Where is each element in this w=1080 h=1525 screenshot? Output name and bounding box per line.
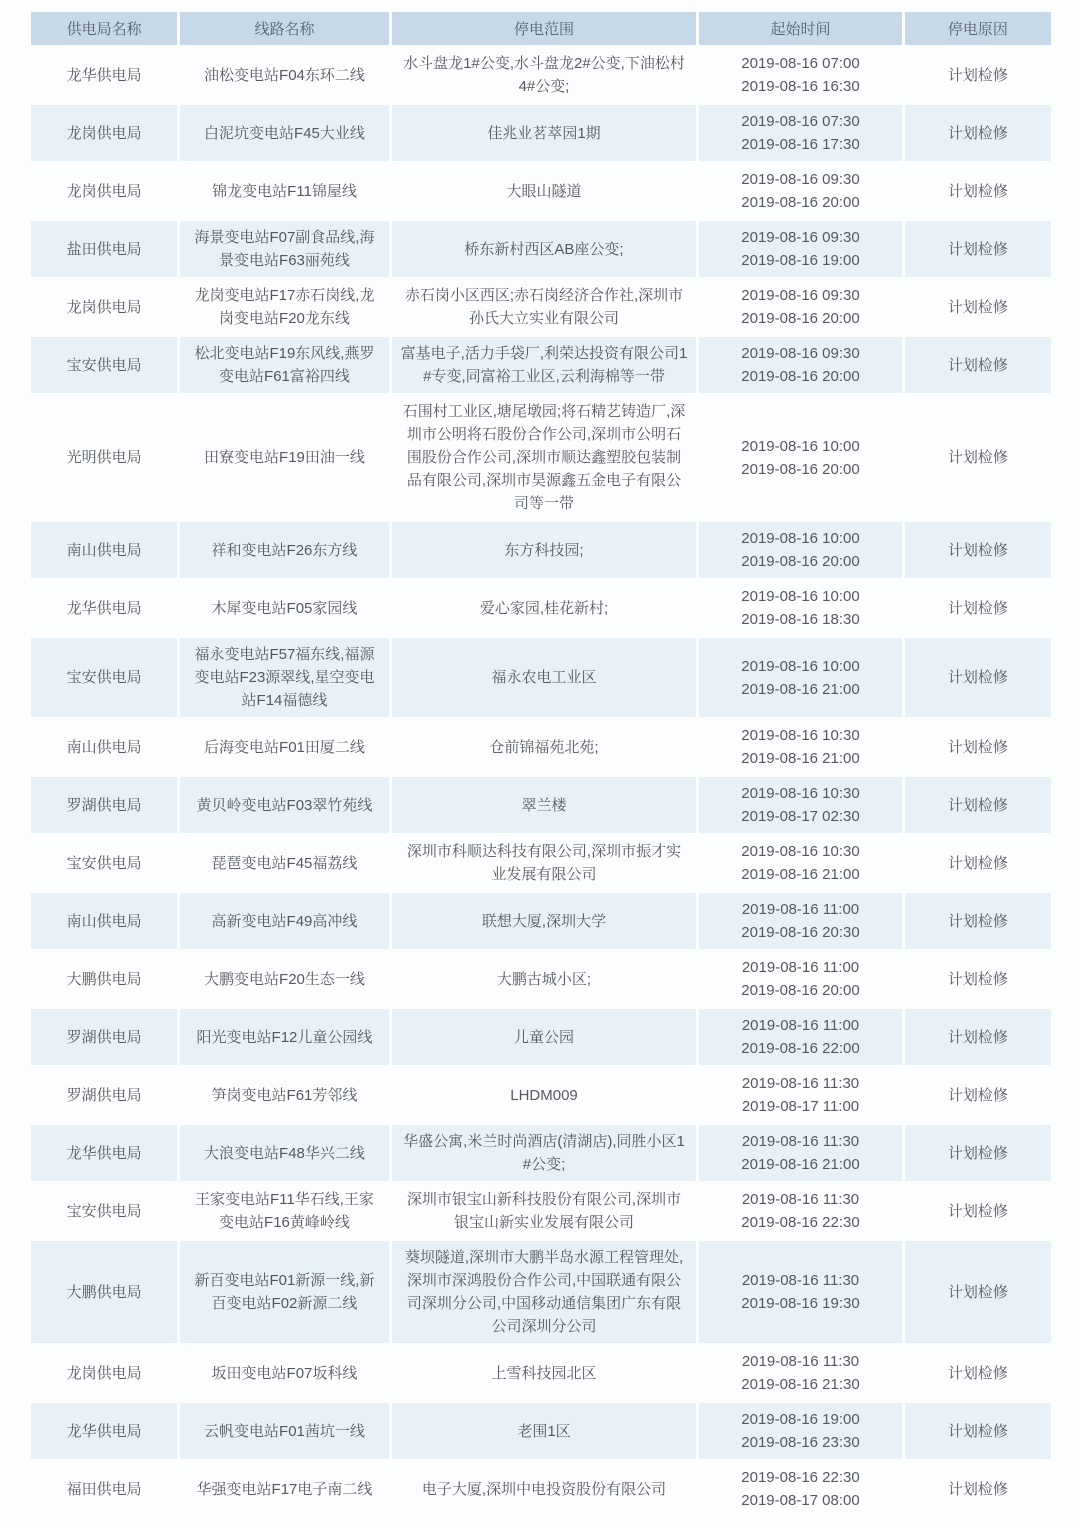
cell-scope: 大鹏古城小区; [392, 951, 696, 1007]
table-row [31, 1345, 1051, 1401]
table-row [31, 47, 1051, 103]
cell-line: 黄贝岭变电站F03翠竹苑线 [180, 777, 389, 833]
cell-bureau: 罗湖供电局 [31, 777, 177, 833]
cell-scope: 佳兆业茗萃园1期 [392, 105, 696, 161]
table-row [31, 522, 1051, 578]
cell-scope: 东方科技园; [392, 522, 696, 578]
table-row [31, 835, 1051, 891]
cell-reason: 计划检修 [905, 719, 1051, 775]
cell-reason: 计划检修 [905, 221, 1051, 277]
end-time: 2019-08-16 17:30 [741, 136, 860, 153]
cell-scope: 赤石岗小区西区;赤石岗经济合作社,深圳市孙氏大立实业有限公司 [392, 279, 696, 335]
header-cell-reason: 停电原因 [905, 12, 1051, 45]
cell-reason: 计划检修 [905, 522, 1051, 578]
cell-line: 松北变电站F19东风线,燕罗变电站F61富裕四线 [180, 337, 389, 393]
cell-line: 龙岗变电站F17赤石岗线,龙岗变电站F20龙东线 [180, 279, 389, 335]
cell-bureau: 南山供电局 [31, 522, 177, 578]
cell-reason: 计划检修 [905, 1125, 1051, 1181]
end-time: 2019-08-16 20:00 [741, 194, 860, 211]
cell-line: 高新变电站F49高冲线 [180, 893, 389, 949]
cell-line: 坂田变电站F07坂科线 [180, 1345, 389, 1401]
cell-start-time [699, 337, 902, 393]
cell-line: 木犀变电站F05家园线 [180, 580, 389, 636]
cell-line: 阳光变电站F12儿童公园线 [180, 1009, 389, 1065]
cell-scope: 翠兰楼 [392, 777, 696, 833]
end-time: 2019-08-16 20:00 [741, 982, 860, 999]
cell-line: 锦龙变电站F11锦屋线 [180, 163, 389, 219]
cell-scope: 葵坝隧道,深圳市大鹏半岛水源工程管理处,深圳市深鸿股份合作公司,中国联通有限公司深圳分公司,中国移动通信集团广东有限公司深圳分公司 [392, 1241, 696, 1343]
cell-reason: 计划检修 [905, 777, 1051, 833]
cell-bureau: 大鹏供电局 [31, 1241, 177, 1343]
cell-scope: 仓前锦福苑北苑; [392, 719, 696, 775]
header-cell-line: 线路名称 [180, 12, 389, 45]
cell-bureau: 龙岗供电局 [31, 105, 177, 161]
start-time: 2019-08-16 10:30 [741, 727, 860, 744]
table-row [31, 719, 1051, 775]
end-time: 2019-08-16 20:30 [741, 924, 860, 941]
end-time: 2019-08-16 22:30 [741, 1214, 860, 1231]
table-row [31, 638, 1051, 717]
start-time: 2019-08-16 09:30 [741, 171, 860, 188]
cell-scope: 石围村工业区,塘尾墩园;将石精艺铸造厂,深圳市公明将石股份合作公司,深圳市公明石围股份合作公司,深圳市顺达鑫塑胶包装制品有限公司,深圳市昊源鑫五金电子有限公司等一带 [392, 395, 696, 520]
cell-reason: 计划检修 [905, 835, 1051, 891]
cell-reason: 计划检修 [905, 638, 1051, 717]
start-time: 2019-08-16 19:00 [741, 1411, 860, 1428]
cell-line: 大鹏变电站F20生态一线 [180, 951, 389, 1007]
cell-bureau: 龙岗供电局 [31, 1345, 177, 1401]
cell-reason: 计划检修 [905, 279, 1051, 335]
cell-reason: 计划检修 [905, 1067, 1051, 1123]
cell-start-time [699, 279, 902, 335]
cell-start-time [699, 1403, 902, 1459]
end-time: 2019-08-16 21:00 [741, 680, 860, 698]
cell-scope: 福永农电工业区 [392, 638, 696, 717]
start-time: 2019-08-16 09:30 [741, 229, 860, 246]
cell-start-time [699, 719, 902, 775]
cell-line: 福永变电站F57福东线,福源变电站F23源翠线,星空变电站F14福德线 [180, 638, 389, 717]
cell-reason: 计划检修 [905, 1403, 1051, 1459]
end-time: 2019-08-16 20:00 [741, 310, 860, 327]
start-time: 2019-08-16 11:00 [741, 959, 860, 976]
start-time: 2019-08-16 11:30 [741, 1075, 860, 1092]
table-row [31, 105, 1051, 161]
cell-bureau: 宝安供电局 [31, 835, 177, 891]
cell-line: 琵琶变电站F45福荔线 [180, 835, 389, 891]
start-time: 2019-08-16 07:00 [741, 55, 860, 72]
end-time: 2019-08-16 19:00 [741, 252, 860, 269]
cell-line: 笋岗变电站F61芳邻线 [180, 1067, 389, 1123]
cell-bureau: 宝安供电局 [31, 1183, 177, 1239]
cell-bureau: 龙华供电局 [31, 1403, 177, 1459]
end-time: 2019-08-16 20:00 [741, 553, 860, 570]
cell-bureau: 龙岗供电局 [31, 279, 177, 335]
table-row [31, 1241, 1051, 1343]
cell-bureau: 罗湖供电局 [31, 1009, 177, 1065]
cell-scope: 联想大厦,深圳大学 [392, 893, 696, 949]
cell-scope: 水斗盘龙1#公变,水斗盘龙2#公变,下油松村4#公变; [392, 47, 696, 103]
cell-start-time [699, 522, 902, 578]
cell-start-time [699, 1461, 902, 1517]
cell-bureau: 龙华供电局 [31, 1125, 177, 1181]
start-time: 2019-08-16 11:30 [741, 1353, 860, 1370]
table-row [31, 893, 1051, 949]
cell-reason: 计划检修 [905, 580, 1051, 636]
start-time: 2019-08-16 09:30 [741, 287, 860, 304]
header-cell-bureau: 供电局名称 [31, 12, 177, 45]
end-time: 2019-08-17 08:00 [741, 1492, 860, 1509]
cell-start-time [699, 47, 902, 103]
end-time: 2019-08-16 20:00 [741, 460, 860, 478]
cell-scope: 深圳市银宝山新科技股份有限公司,深圳市银宝山新实业发展有限公司 [392, 1183, 696, 1239]
cell-start-time [699, 163, 902, 219]
table-row [31, 279, 1051, 335]
start-time: 2019-08-16 10:00 [741, 437, 860, 455]
cell-bureau: 南山供电局 [31, 893, 177, 949]
cell-line: 田寮变电站F19田油一线 [180, 395, 389, 520]
table-row [31, 1067, 1051, 1123]
cell-start-time [699, 580, 902, 636]
start-time: 2019-08-16 11:00 [741, 901, 860, 918]
cell-bureau: 福田供电局 [31, 1461, 177, 1517]
cell-reason: 计划检修 [905, 1345, 1051, 1401]
table-header-row [31, 12, 1051, 45]
end-time: 2019-08-16 21:00 [741, 1156, 860, 1173]
table-row [31, 1183, 1051, 1239]
start-time: 2019-08-16 10:00 [741, 588, 860, 605]
cell-scope: 华盛公寓,米兰时尚酒店(清湖店),同胜小区1#公变; [392, 1125, 696, 1181]
cell-start-time [699, 951, 902, 1007]
table-row [31, 1461, 1051, 1517]
cell-bureau: 宝安供电局 [31, 638, 177, 717]
cell-scope: 爱心家园,桂花新村; [392, 580, 696, 636]
end-time: 2019-08-16 21:30 [741, 1376, 860, 1393]
cell-start-time [699, 395, 902, 520]
cell-scope: 上雪科技园北区 [392, 1345, 696, 1401]
cell-scope: 桥东新村西区AB座公变; [392, 221, 696, 277]
end-time: 2019-08-16 21:00 [741, 750, 860, 767]
table-row [31, 337, 1051, 393]
start-time: 2019-08-16 07:30 [741, 113, 860, 130]
cell-scope: 深圳市科顺达科技有限公司,深圳市振才实业发展有限公司 [392, 835, 696, 891]
start-time: 2019-08-16 11:00 [741, 1017, 860, 1034]
cell-line: 油松变电站F04东环二线 [180, 47, 389, 103]
cell-start-time [699, 893, 902, 949]
cell-start-time [699, 221, 902, 277]
cell-bureau: 罗湖供电局 [31, 1067, 177, 1123]
cell-start-time [699, 638, 902, 717]
cell-start-time [699, 1241, 902, 1343]
cell-reason: 计划检修 [905, 1461, 1051, 1517]
cell-line: 祥和变电站F26东方线 [180, 522, 389, 578]
cell-start-time [699, 835, 902, 891]
cell-line: 后海变电站F01田厦二线 [180, 719, 389, 775]
table-row [31, 580, 1051, 636]
cell-start-time [699, 1183, 902, 1239]
end-time: 2019-08-17 11:00 [741, 1098, 860, 1115]
end-time: 2019-08-16 22:00 [741, 1040, 860, 1057]
cell-scope: 富基电子,活力手袋厂,利荣达投资有限公司1#专变,同富裕工业区,云利海棉等一带 [392, 337, 696, 393]
cell-scope: LHDM009 [392, 1067, 696, 1123]
cell-bureau: 宝安供电局 [31, 337, 177, 393]
cell-line: 云帆变电站F01茜坑一线 [180, 1403, 389, 1459]
cell-start-time [699, 1345, 902, 1401]
table-row [31, 1125, 1051, 1181]
end-time: 2019-08-16 18:30 [741, 611, 860, 628]
table-row [31, 1009, 1051, 1065]
cell-line: 海景变电站F07副食品线,海景变电站F63丽苑线 [180, 221, 389, 277]
cell-reason: 计划检修 [905, 395, 1051, 520]
cell-line: 白泥坑变电站F45大业线 [180, 105, 389, 161]
end-time: 2019-08-16 21:00 [741, 866, 860, 883]
cell-bureau: 龙岗供电局 [31, 163, 177, 219]
cell-start-time [699, 777, 902, 833]
table-row [31, 163, 1051, 219]
table-row [31, 395, 1051, 520]
table-row [31, 221, 1051, 277]
start-time: 2019-08-16 10:00 [741, 657, 860, 675]
cell-start-time [699, 105, 902, 161]
cell-line: 大浪变电站F48华兴二线 [180, 1125, 389, 1181]
start-time: 2019-08-16 22:30 [741, 1469, 860, 1486]
header-cell-start-time: 起始时间 [699, 12, 902, 45]
start-time: 2019-08-16 11:30 [741, 1133, 860, 1150]
cell-bureau: 大鹏供电局 [31, 951, 177, 1007]
cell-reason: 计划检修 [905, 105, 1051, 161]
cell-bureau: 南山供电局 [31, 719, 177, 775]
outage-table [28, 10, 1054, 1519]
cell-reason: 计划检修 [905, 1241, 1051, 1343]
cell-reason: 计划检修 [905, 47, 1051, 103]
end-time: 2019-08-16 20:00 [741, 368, 860, 385]
cell-scope: 老围1区 [392, 1403, 696, 1459]
cell-reason: 计划检修 [905, 893, 1051, 949]
cell-reason: 计划检修 [905, 1183, 1051, 1239]
cell-reason: 计划检修 [905, 163, 1051, 219]
end-time: 2019-08-16 16:30 [741, 78, 860, 95]
start-time: 2019-08-16 10:00 [741, 530, 860, 547]
cell-reason: 计划检修 [905, 951, 1051, 1007]
cell-bureau: 盐田供电局 [31, 221, 177, 277]
cell-reason: 计划检修 [905, 337, 1051, 393]
start-time: 2019-08-16 10:30 [741, 843, 860, 860]
cell-bureau: 光明供电局 [31, 395, 177, 520]
cell-line: 新百变电站F01新源一线,新百变电站F02新源二线 [180, 1241, 389, 1343]
table-row [31, 1403, 1051, 1459]
start-time: 2019-08-16 11:30 [741, 1191, 860, 1208]
start-time: 2019-08-16 09:30 [741, 345, 860, 362]
start-time: 2019-08-16 10:30 [741, 785, 860, 802]
cell-bureau: 龙华供电局 [31, 580, 177, 636]
cell-scope: 儿童公园 [392, 1009, 696, 1065]
cell-start-time [699, 1009, 902, 1065]
cell-scope: 电子大厦,深圳中电投资股份有限公司 [392, 1461, 696, 1517]
cell-start-time [699, 1067, 902, 1123]
start-time: 2019-08-16 11:30 [741, 1272, 860, 1289]
end-time: 2019-08-17 02:30 [741, 808, 860, 825]
header-cell-scope: 停电范围 [392, 12, 696, 45]
table-row [31, 777, 1051, 833]
end-time: 2019-08-16 23:30 [741, 1434, 860, 1451]
cell-line: 王家变电站F11华石线,王家变电站F16黄峰岭线 [180, 1183, 389, 1239]
cell-start-time [699, 1125, 902, 1181]
cell-line: 华强变电站F17电子南二线 [180, 1461, 389, 1517]
table-row [31, 951, 1051, 1007]
end-time: 2019-08-16 19:30 [741, 1295, 860, 1312]
cell-reason: 计划检修 [905, 1009, 1051, 1065]
cell-scope: 大眼山隧道 [392, 163, 696, 219]
cell-bureau: 龙华供电局 [31, 47, 177, 103]
